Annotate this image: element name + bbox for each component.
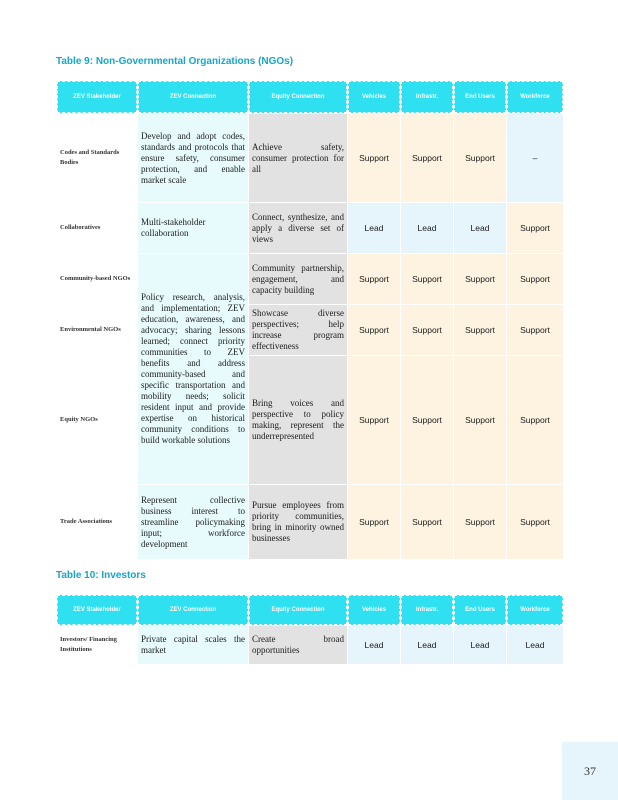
table-header-row — [57, 81, 563, 113]
header-workforce: Workforce — [507, 595, 563, 625]
table-row — [57, 356, 563, 484]
equity-connection-cell: Connect, synthesize, and apply a diverse set of views — [249, 203, 347, 253]
role-vehicles: Lead — [348, 203, 400, 253]
table-row — [57, 203, 563, 253]
role-vehicles: Support — [348, 305, 400, 355]
table-header-row — [57, 595, 563, 625]
role-infrastructure: Lead — [401, 203, 453, 253]
table-9-caption: Table 9: Non-Governmental Organizations (NGOs) — [56, 56, 294, 67]
zev-connection-cell: Multi-stakeholder collaboration — [138, 203, 248, 253]
stakeholder-cell: Community-based NGOs — [57, 254, 137, 304]
role-end-users: Support — [454, 305, 506, 355]
role-workforce: Support — [507, 356, 563, 484]
role-workforce: Support — [507, 203, 563, 253]
page-number: 37 — [562, 742, 618, 800]
role-vehicles: Support — [348, 254, 400, 304]
equity-connection-cell: Pursue employees from priority communities, bring in minority owned businesses — [249, 485, 347, 559]
role-end-users: Lead — [454, 203, 506, 253]
role-workforce: Support — [507, 485, 563, 559]
table-10-caption: Table 10: Investors — [56, 570, 146, 581]
equity-connection-cell: Community partnership, engagement, and capacity building — [249, 254, 347, 304]
role-infrastructure: Support — [401, 254, 453, 304]
table-9-ngos — [56, 80, 564, 560]
zev-connection-cell: Policy research, analysis, and implementation; ZEV education, awareness, and advocacy; sharing lessons learned; connect priority communities to ZEV benefits and address community-based and specific transportation and mobility needs; solicit resident input and provide expertise on historical community conditions to build workable solutions — [138, 254, 248, 484]
role-end-users: Support — [454, 254, 506, 304]
role-end-users: Support — [454, 114, 506, 202]
header-zev-stakeholder: ZEV Stakeholder — [57, 595, 137, 625]
role-workforce: Support — [507, 254, 563, 304]
header-zev-stakeholder: ZEV Stakeholder — [57, 81, 137, 113]
equity-connection-cell: Bring voices and perspective to policy making, represent the underrepresented — [249, 356, 347, 484]
stakeholder-cell: Investors/ Financing Institutions — [57, 626, 137, 664]
stakeholder-cell: Trade Associations — [57, 485, 137, 559]
role-workforce: – — [507, 114, 563, 202]
table-row — [57, 114, 563, 202]
role-infrastructure: Support — [401, 114, 453, 202]
zev-connection-cell: Represent collective business interest to streamline policymaking input; workforce development — [138, 485, 248, 559]
role-vehicles: Support — [348, 356, 400, 484]
stakeholder-cell: Equity NGOs — [57, 356, 137, 484]
table-10-investors — [56, 594, 564, 665]
role-workforce: Lead — [507, 626, 563, 664]
table-row — [57, 485, 563, 559]
role-end-users: Support — [454, 356, 506, 484]
role-vehicles: Support — [348, 114, 400, 202]
role-infrastructure: Lead — [401, 626, 453, 664]
equity-connection-cell: Create broad opportunities — [249, 626, 347, 664]
header-workforce: Workforce — [507, 81, 563, 113]
stakeholder-cell: Codes and Standards Bodies — [57, 114, 137, 202]
header-vehicles: Vehicles — [348, 595, 400, 625]
zev-connection-cell: Private capital scales the market — [138, 626, 248, 664]
role-infrastructure: Support — [401, 356, 453, 484]
header-end-users: End Users — [454, 81, 506, 113]
role-end-users: Support — [454, 485, 506, 559]
header-equity-connection: Equity Connection — [249, 595, 347, 625]
role-vehicles: Support — [348, 485, 400, 559]
table-row — [57, 626, 563, 664]
role-workforce: Support — [507, 305, 563, 355]
equity-connection-cell: Showcase diverse perspectives; help increase program effectiveness — [249, 305, 347, 355]
header-infrastructure: Infrastr. — [401, 595, 453, 625]
equity-connection-cell: Achieve safety, consumer protection for all — [249, 114, 347, 202]
header-infrastructure: Infrastr. — [401, 81, 453, 113]
stakeholder-cell: Environmental NGOs — [57, 305, 137, 355]
table-row — [57, 254, 563, 304]
role-end-users: Lead — [454, 626, 506, 664]
header-equity-connection: Equity Connection — [249, 81, 347, 113]
zev-connection-cell: Develop and adopt codes, standards and protocols that ensure safety, consumer protection, and enable market scale — [138, 114, 248, 202]
role-infrastructure: Support — [401, 485, 453, 559]
role-vehicles: Lead — [348, 626, 400, 664]
header-zev-connection: ZEV Connection — [138, 595, 248, 625]
stakeholder-cell: Collaboratives — [57, 203, 137, 253]
header-end-users: End Users — [454, 595, 506, 625]
header-zev-connection: ZEV Connection — [138, 81, 248, 113]
header-vehicles: Vehicles — [348, 81, 400, 113]
role-infrastructure: Support — [401, 305, 453, 355]
table-row — [57, 305, 563, 355]
